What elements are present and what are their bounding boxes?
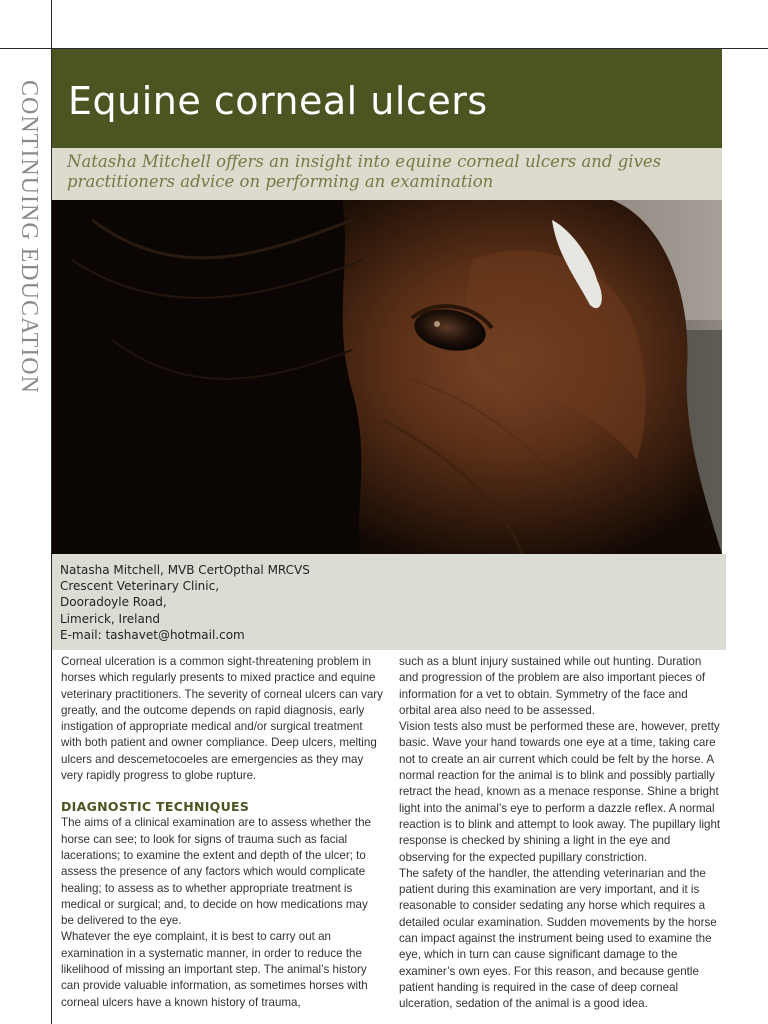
body-paragraph: The aims of a clinical examination are to assess whether the horse can see; to look for signs of trauma such as facial lacerations; to examine the extent and depth of the ulcer; to assess the presence of any factors which would complicate healing; to assess as to whether appropriate treatment is medical or surgical; and, to decide on how medications may be delivered to the eye. — [61, 816, 371, 928]
horse-eye-image — [52, 200, 722, 554]
title-banner — [52, 49, 722, 148]
horse-photo — [52, 200, 722, 554]
author-details — [60, 562, 310, 643]
article-standfirst: Natasha Mitchell offers an insight into equine corneal ulcers and gives practitioners advice on performing an examination — [67, 152, 662, 191]
body-paragraph: such as a blunt injury sustained while out hunting. Duration and progression of the problem are also important pieces of information for a vet to obtain. Symmetry of the face and orbital area also need to be assessed. — [399, 655, 706, 717]
body-column-right — [399, 654, 721, 1013]
subtitle-banner — [52, 148, 722, 200]
section-heading: DIAGNOSTIC TECHNIQUES — [61, 799, 250, 815]
author-email: E-mail: tashavet@hotmail.com — [60, 627, 245, 642]
intro-paragraph: Corneal ulceration is a common sight-threatening problem in horses which regularly presents to mixed practice and equine veterinary practitioners. The severity of corneal ulcers can vary greatly, and the outcome depends on rapid diagnosis, early instigation of appropriate medical and/or surgical treatment with both patient and owner compliance. Deep ulcers, melting ulcers and descemetocoeles are emergencies as they may very rapidly progress to globe rupture. — [61, 655, 383, 783]
author-city: Limerick, Ireland — [60, 611, 161, 626]
body-paragraph: Whatever the eye complaint, it is best to carry out an examination in a systematic manner, in order to reduce the likelihood of missing an important step. The animal’s history can provide valuable information, as sometimes horses with corneal ulcers have a known history of trauma, — [61, 930, 368, 1009]
body-paragraph: The safety of the handler, the attending veterinarian and the patient during this examination are very important, and it is reasonable to consider sedating any horse which requires a detailed ocular examination. Sudden movements by the horse can impact against the instrument being used to examine the eye, which in turn can cause significant damage to the examiner’s own eyes. For this reason, and because gentle patient handing is required in the case of deep corneal ulceration, sedation of the animal is a good idea. — [399, 866, 717, 1011]
body-paragraph: Vision tests also must be performed these are, however, pretty basic. Wave your hand towards one eye at a time, taking care not to create an air current which could be felt by the horse. A normal reaction for the animal is to blink and possibly partially retract the head, known as a menace response. Shine a bright light into the animal’s eye to perform a dazzle reflex. A normal reaction is to blink and attempt to look away. The pupillary light response is checked by shining a light in the eye and observing for the expected pupillary constriction. — [399, 720, 721, 864]
author-clinic: Crescent Veterinary Clinic, — [60, 579, 220, 594]
body-column-left — [61, 654, 383, 1011]
section-label: CONTINUING EDUCATION — [16, 80, 42, 394]
author-details-box — [52, 554, 726, 650]
author-street: Dooradoyle Road, — [60, 595, 167, 610]
article-title: Equine corneal ulcers — [68, 79, 488, 123]
author-name: Natasha Mitchell, MVB CertOpthal MRCVS — [60, 563, 310, 577]
